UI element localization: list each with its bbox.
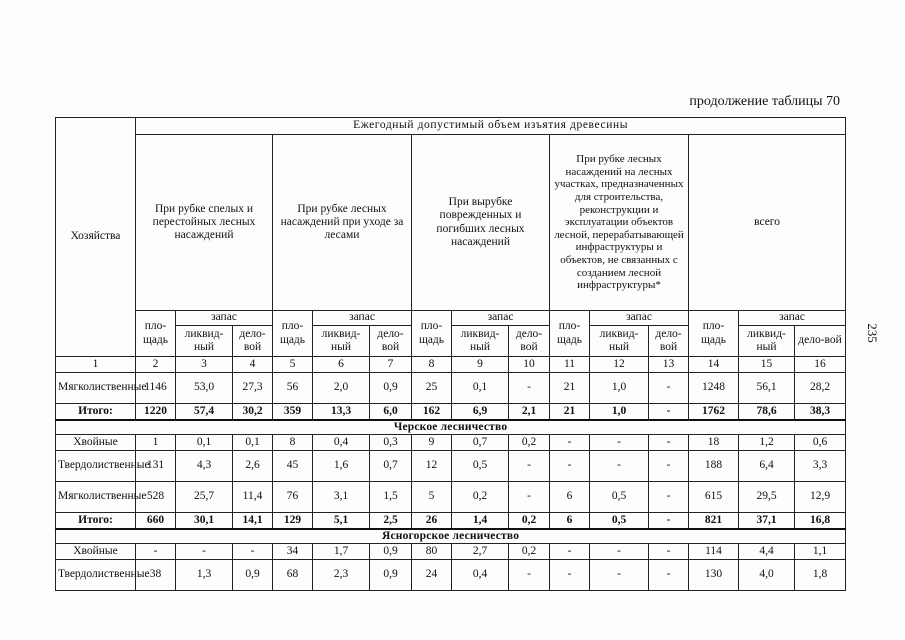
cell-value: - [590,560,649,591]
cell-value: 6 [550,482,590,513]
cell-value: 5 [412,482,452,513]
cell-value: 0,9 [370,544,412,560]
cell-value: 0,4 [313,435,370,451]
cell-value: - [176,544,233,560]
header-area: пло-щадь [273,311,313,357]
header-area: пло-щадь [136,311,176,357]
cell-value: - [509,482,550,513]
cell-value: - [233,544,273,560]
cell-value: 1 [136,435,176,451]
page-number: 235 [865,323,880,343]
column-number: 16 [795,357,846,373]
header-liquid: ликвид-ный [739,326,795,357]
cell-value: 13,3 [313,404,370,420]
cell-value: 37,1 [739,513,795,529]
cell-value: - [590,451,649,482]
cell-value: 6,4 [739,451,795,482]
cell-value: 1,3 [176,560,233,591]
cell-value: 0,5 [452,451,509,482]
column-number: 5 [273,357,313,373]
cell-value: 2,6 [233,451,273,482]
cell-value: 1762 [689,404,739,420]
cell-value: 18 [689,435,739,451]
cell-value: 615 [689,482,739,513]
farm-name: Твердолиственные [56,560,136,591]
farm-name: Хвойные [56,544,136,560]
header-commercial: дело-вой [370,326,412,357]
cell-value: 6,9 [452,404,509,420]
cell-value: 4,0 [739,560,795,591]
cell-value: - [509,560,550,591]
cell-value: 0,5 [590,482,649,513]
cell-value: 29,5 [739,482,795,513]
cell-value: - [550,544,590,560]
section-title: Ясногорское лесничество [56,529,846,544]
cell-value: 76 [273,482,313,513]
header-group-total: всего [689,135,846,311]
cell-value: 11,4 [233,482,273,513]
header-liquid: ликвид-ный [452,326,509,357]
cell-value: 188 [689,451,739,482]
section-row [56,420,846,435]
farm-name: Мягколиственные [56,373,136,404]
cell-value: 1248 [689,373,739,404]
header-commercial: дело-вой [649,326,689,357]
cell-value: 14,1 [233,513,273,529]
header-group-mature-felling: При рубке спелых и перестойных лесных насаждений [136,135,273,311]
cell-value: - [649,451,689,482]
cell-value: 1220 [136,404,176,420]
cell-value: 0,4 [452,560,509,591]
cell-value: 131 [136,451,176,482]
cell-value: 30,2 [233,404,273,420]
cell-value: 1,0 [590,404,649,420]
total-row [56,404,846,420]
cell-value: 0,6 [795,435,846,451]
table-row [56,373,846,404]
header-group-infrastructure-felling: При рубке лесных насаждений на лесных участках, предназначенных для строительства, реконструкции и эксплуатации объектов лесной, перерабатывающей инфраструктуры и объектов, не связанных с созданием лесной инфраструктуры* [550,135,689,311]
cell-value: - [550,560,590,591]
table-row [56,560,846,591]
cell-value: 0,9 [370,560,412,591]
cell-value: 5,1 [313,513,370,529]
header-stock: запас [313,311,412,326]
cell-value: 8 [273,435,313,451]
cell-value: 1,0 [590,373,649,404]
column-number: 3 [176,357,233,373]
header-group-care-felling: При рубке лесных насаждений при уходе за лесами [273,135,412,311]
cell-value: 4,4 [739,544,795,560]
header-stock: запас [452,311,550,326]
cell-value: 1,8 [795,560,846,591]
cell-value: - [649,482,689,513]
column-number: 2 [136,357,176,373]
column-number: 13 [649,357,689,373]
column-number: 15 [739,357,795,373]
header-commercial: дело-вой [509,326,550,357]
cell-value: 0,2 [509,544,550,560]
cell-value: 0,7 [370,451,412,482]
column-number: 1 [56,357,136,373]
header-top: Ежегодный допустимый объем изъятия древесины [136,118,846,135]
cell-value: - [590,435,649,451]
column-number: 8 [412,357,452,373]
cell-value: 0,1 [233,435,273,451]
table-caption: продолжение таблицы 70 [689,94,840,109]
cell-value: 6,0 [370,404,412,420]
header-group-damaged-felling: При вырубке поврежденных и погибших лесных насаждений [412,135,550,311]
cell-value: - [509,451,550,482]
cell-value: 2,0 [313,373,370,404]
cell-value: 45 [273,451,313,482]
cell-value: 1,2 [739,435,795,451]
header-stock: запас [739,311,846,326]
cell-value: 1,7 [313,544,370,560]
cell-value: 27,3 [233,373,273,404]
farm-name: Мягколиственные [56,482,136,513]
cell-value: 1,5 [370,482,412,513]
total-row [56,513,846,529]
cell-value: 38 [136,560,176,591]
cell-value: 24 [412,560,452,591]
header-stock: запас [590,311,689,326]
farm-name: Твердолиственные [56,451,136,482]
cell-value: 78,6 [739,404,795,420]
cell-value: 660 [136,513,176,529]
cell-value: 1,4 [452,513,509,529]
cell-value: 38,3 [795,404,846,420]
cell-value: 80 [412,544,452,560]
header-stock: запас [176,311,273,326]
cell-value: 16,8 [795,513,846,529]
cell-value: - [550,435,590,451]
cell-value: 26 [412,513,452,529]
cell-value: 2,1 [509,404,550,420]
cell-value: 56,1 [739,373,795,404]
cell-value: 0,5 [590,513,649,529]
cell-value: 0,2 [452,482,509,513]
cell-value: 528 [136,482,176,513]
table-row [56,482,846,513]
header-liquid: ликвид-ный [313,326,370,357]
column-number: 14 [689,357,739,373]
cell-value: 68 [273,560,313,591]
cell-value: 0,1 [176,435,233,451]
cell-value: 0,2 [509,435,550,451]
cell-value: 12,9 [795,482,846,513]
cell-value: 2,5 [370,513,412,529]
cell-value: 25 [412,373,452,404]
cell-value: 4,3 [176,451,233,482]
cell-value: 0,9 [233,560,273,591]
cell-value: - [550,451,590,482]
cell-value: 129 [273,513,313,529]
table-row [56,451,846,482]
cell-value: 53,0 [176,373,233,404]
cell-value: 130 [689,560,739,591]
cell-value: - [509,373,550,404]
farm-name: Итого: [56,513,136,529]
header-farms: Хозяйства [56,118,136,357]
cell-value: 359 [273,404,313,420]
cell-value: 1,1 [795,544,846,560]
header-commercial: дело-вой [233,326,273,357]
column-number: 4 [233,357,273,373]
cell-value: 21 [550,404,590,420]
column-number: 11 [550,357,590,373]
column-number: 6 [313,357,370,373]
cell-value: 2,3 [313,560,370,591]
cell-value: - [649,544,689,560]
cell-value: 0,9 [370,373,412,404]
cell-value: 3,1 [313,482,370,513]
cell-value: 0,2 [509,513,550,529]
column-number: 12 [590,357,649,373]
cell-value: 21 [550,373,590,404]
cell-value: 9 [412,435,452,451]
cell-value: 0,3 [370,435,412,451]
table-row [56,544,846,560]
header-liquid: ликвид-ный [590,326,649,357]
allowable-cut-table [55,117,846,591]
column-number: 7 [370,357,412,373]
cell-value: 30,1 [176,513,233,529]
farm-name: Итого: [56,404,136,420]
cell-value: 56 [273,373,313,404]
cell-value: - [649,404,689,420]
header-area: пло-щадь [412,311,452,357]
header-area: пло-щадь [550,311,590,357]
cell-value: - [590,544,649,560]
column-number: 10 [509,357,550,373]
cell-value: - [649,560,689,591]
table-row [56,435,846,451]
cell-value: 6 [550,513,590,529]
header-commercial: дело-вой [795,326,846,357]
cell-value: 2,7 [452,544,509,560]
cell-value: 114 [689,544,739,560]
cell-value: 0,7 [452,435,509,451]
cell-value: 1,6 [313,451,370,482]
header-area: пло-щадь [689,311,739,357]
cell-value: 57,4 [176,404,233,420]
cell-value: 162 [412,404,452,420]
cell-value: - [649,513,689,529]
cell-value: 34 [273,544,313,560]
column-number: 9 [452,357,509,373]
cell-value: 12 [412,451,452,482]
cell-value: 3,3 [795,451,846,482]
section-row [56,529,846,544]
cell-value: - [649,373,689,404]
cell-value: 0,1 [452,373,509,404]
cell-value: - [136,544,176,560]
cell-value: 821 [689,513,739,529]
farm-name: Хвойные [56,435,136,451]
cell-value: 1146 [136,373,176,404]
cell-value: 25,7 [176,482,233,513]
section-title: Черское лесничество [56,420,846,435]
cell-value: - [649,435,689,451]
header-liquid: ликвид-ный [176,326,233,357]
cell-value: 28,2 [795,373,846,404]
